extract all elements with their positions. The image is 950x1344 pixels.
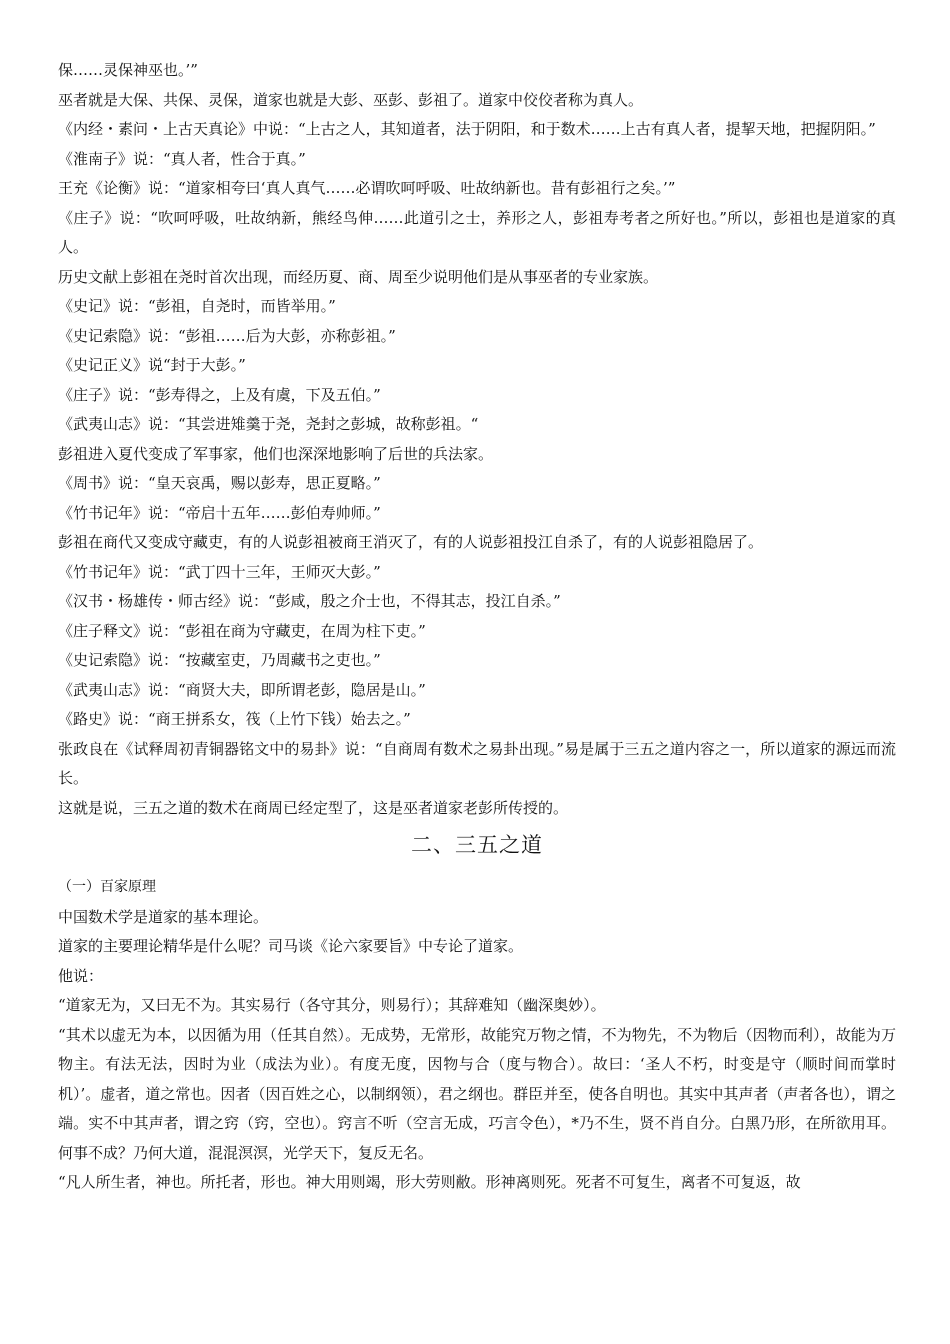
- paragraph: 《淮南子》说：“真人者，性合于真。”: [58, 149, 306, 168]
- paragraph: 《庄子》说：“吹呵呼吸，吐故纳新，熊经鸟伸……此道引之士，养形之人，彭祖寿考者之所好也。”所以，彭祖也是道家的真人。: [58, 208, 896, 256]
- paragraph: 中国数术学是道家的基本理论。: [58, 907, 269, 926]
- paragraph: 《史记索隐》说：“按藏室吏，乃周藏书之吏也。”: [58, 651, 381, 669]
- paragraph: 他说：: [58, 966, 104, 985]
- paragraph: 《汉书・杨雄传・师古经》说：“彭咸，殷之介士也，不得其志，投江自杀。”: [58, 592, 561, 610]
- document-page: [58, 56, 896, 1198]
- section-heading: 二、三五之道: [411, 833, 543, 857]
- paragraph: “道家无为，又曰无不为。其实易行（各守其分，则易行）；其辞难知（幽深奥妙）。: [58, 996, 606, 1014]
- paragraph: 彭祖进入夏代变成了军事家，他们也深深地影响了后世的兵法家。: [58, 444, 494, 463]
- paragraph: 《竹书记年》说：“武丁四十三年，王师灭大彭。”: [58, 562, 381, 581]
- paragraph: 彭祖在商代又变成守藏吏，有的人说彭祖被商王消灭了，有的人说彭祖投江自杀了，有的人说彭祖隐居了。: [58, 533, 764, 551]
- paragraph: 《武夷山志》说：“商贤大夫，即所谓老彭，隐居是山。”: [58, 680, 426, 699]
- section-one: [58, 56, 896, 823]
- paragraph: 《武夷山志》说：“其尝进雉羹于尧，尧封之彭城，故称彭祖。“: [58, 415, 479, 433]
- paragraph: 王充《论衡》说：“道家相夸曰‘真人真气……必谓吹呵呼吸、吐故纳新也。昔有彭祖行之矣。’”: [58, 179, 676, 197]
- paragraph: 《史记索隐》说：“彭祖……后为大彭，亦称彭祖。”: [58, 326, 396, 345]
- subsection-heading: （一）百家原理: [58, 879, 156, 895]
- paragraph: 道家的主要理论精华是什么呢？司马谈《论六家要旨》中专论了道家。: [58, 937, 524, 955]
- paragraph: “凡人所生者，神也。所托者，形也。神大用则竭，形大劳则敝。形神离则死。死者不可复生，离者不可复返，故: [58, 1173, 801, 1191]
- paragraph: 《庄子释文》说：“彭祖在商为守藏吏，在周为柱下吏。”: [58, 621, 426, 640]
- section-two: [58, 903, 896, 1198]
- paragraph: “其术以虚无为本，以因循为用（任其自然）。无成势，无常形，故能究万物之情，不为物先，不为物后（因物而利），故能为万物主。有法无法，因时为业（成法为业）。有度无度，因物与合（度与物合）。故曰：‘圣人不朽，时变是守（顺时间而掌时机）’。虚者，道之常也。因者（因百姓之心，以制纲领），君之纲也。群臣并至，使各自明也。其实中其声者（声者各也），谓之端。实不中其声者，谓之窍（窍，空也）。窍言不听（空言无成，巧言令色），*乃不生，贤不肖自分。白黑乃形，在所欲用耳。何事不成？乃何大道，混混溟溟，光学天下，复反无名。: [58, 1025, 896, 1162]
- paragraph: 《史记》说：“彭祖，自尧时，而皆举用。”: [58, 297, 336, 315]
- paragraph: 张政良在《试释周初青铜器铭文中的易卦》说：“自商周有数术之易卦出现。”易是属于三五之道内容之一，所以道家的源远而流长。: [58, 739, 896, 787]
- paragraph: 《竹书记年》说：“帝启十五年……彭伯寿帅师。”: [58, 503, 381, 522]
- paragraph: 这就是说，三五之道的数术在商周已经定型了，这是巫者道家老彭所传授的。: [58, 798, 569, 817]
- paragraph: 保……灵保神巫也。’”: [58, 61, 198, 79]
- paragraph: 《庄子》说：“彭寿得之，上及有虞，下及五伯。”: [58, 385, 381, 404]
- paragraph: 巫者就是大保、共保、灵保，道家也就是大彭、巫彭、彭祖了。道家中佼佼者称为真人。: [58, 90, 644, 109]
- paragraph: 《内经・素问・上古天真论》中说：“上古之人，其知道者，法于阴阳，和于数术……上古有真人者，提挈天地，把握阴阳。”: [58, 120, 876, 138]
- paragraph: 《路史》说：“商王拼系女，筏（上竹下钱）始去之。”: [58, 710, 411, 728]
- paragraph: 《周书》说：“皇天哀禹，赐以彭寿，思正夏略。”: [58, 474, 381, 492]
- paragraph: 《史记正义》说“封于大彭。”: [58, 356, 246, 374]
- paragraph: 历史文献上彭祖在尧时首次出现，而经历夏、商、周至少说明他们是从事巫者的专业家族。: [58, 267, 659, 286]
